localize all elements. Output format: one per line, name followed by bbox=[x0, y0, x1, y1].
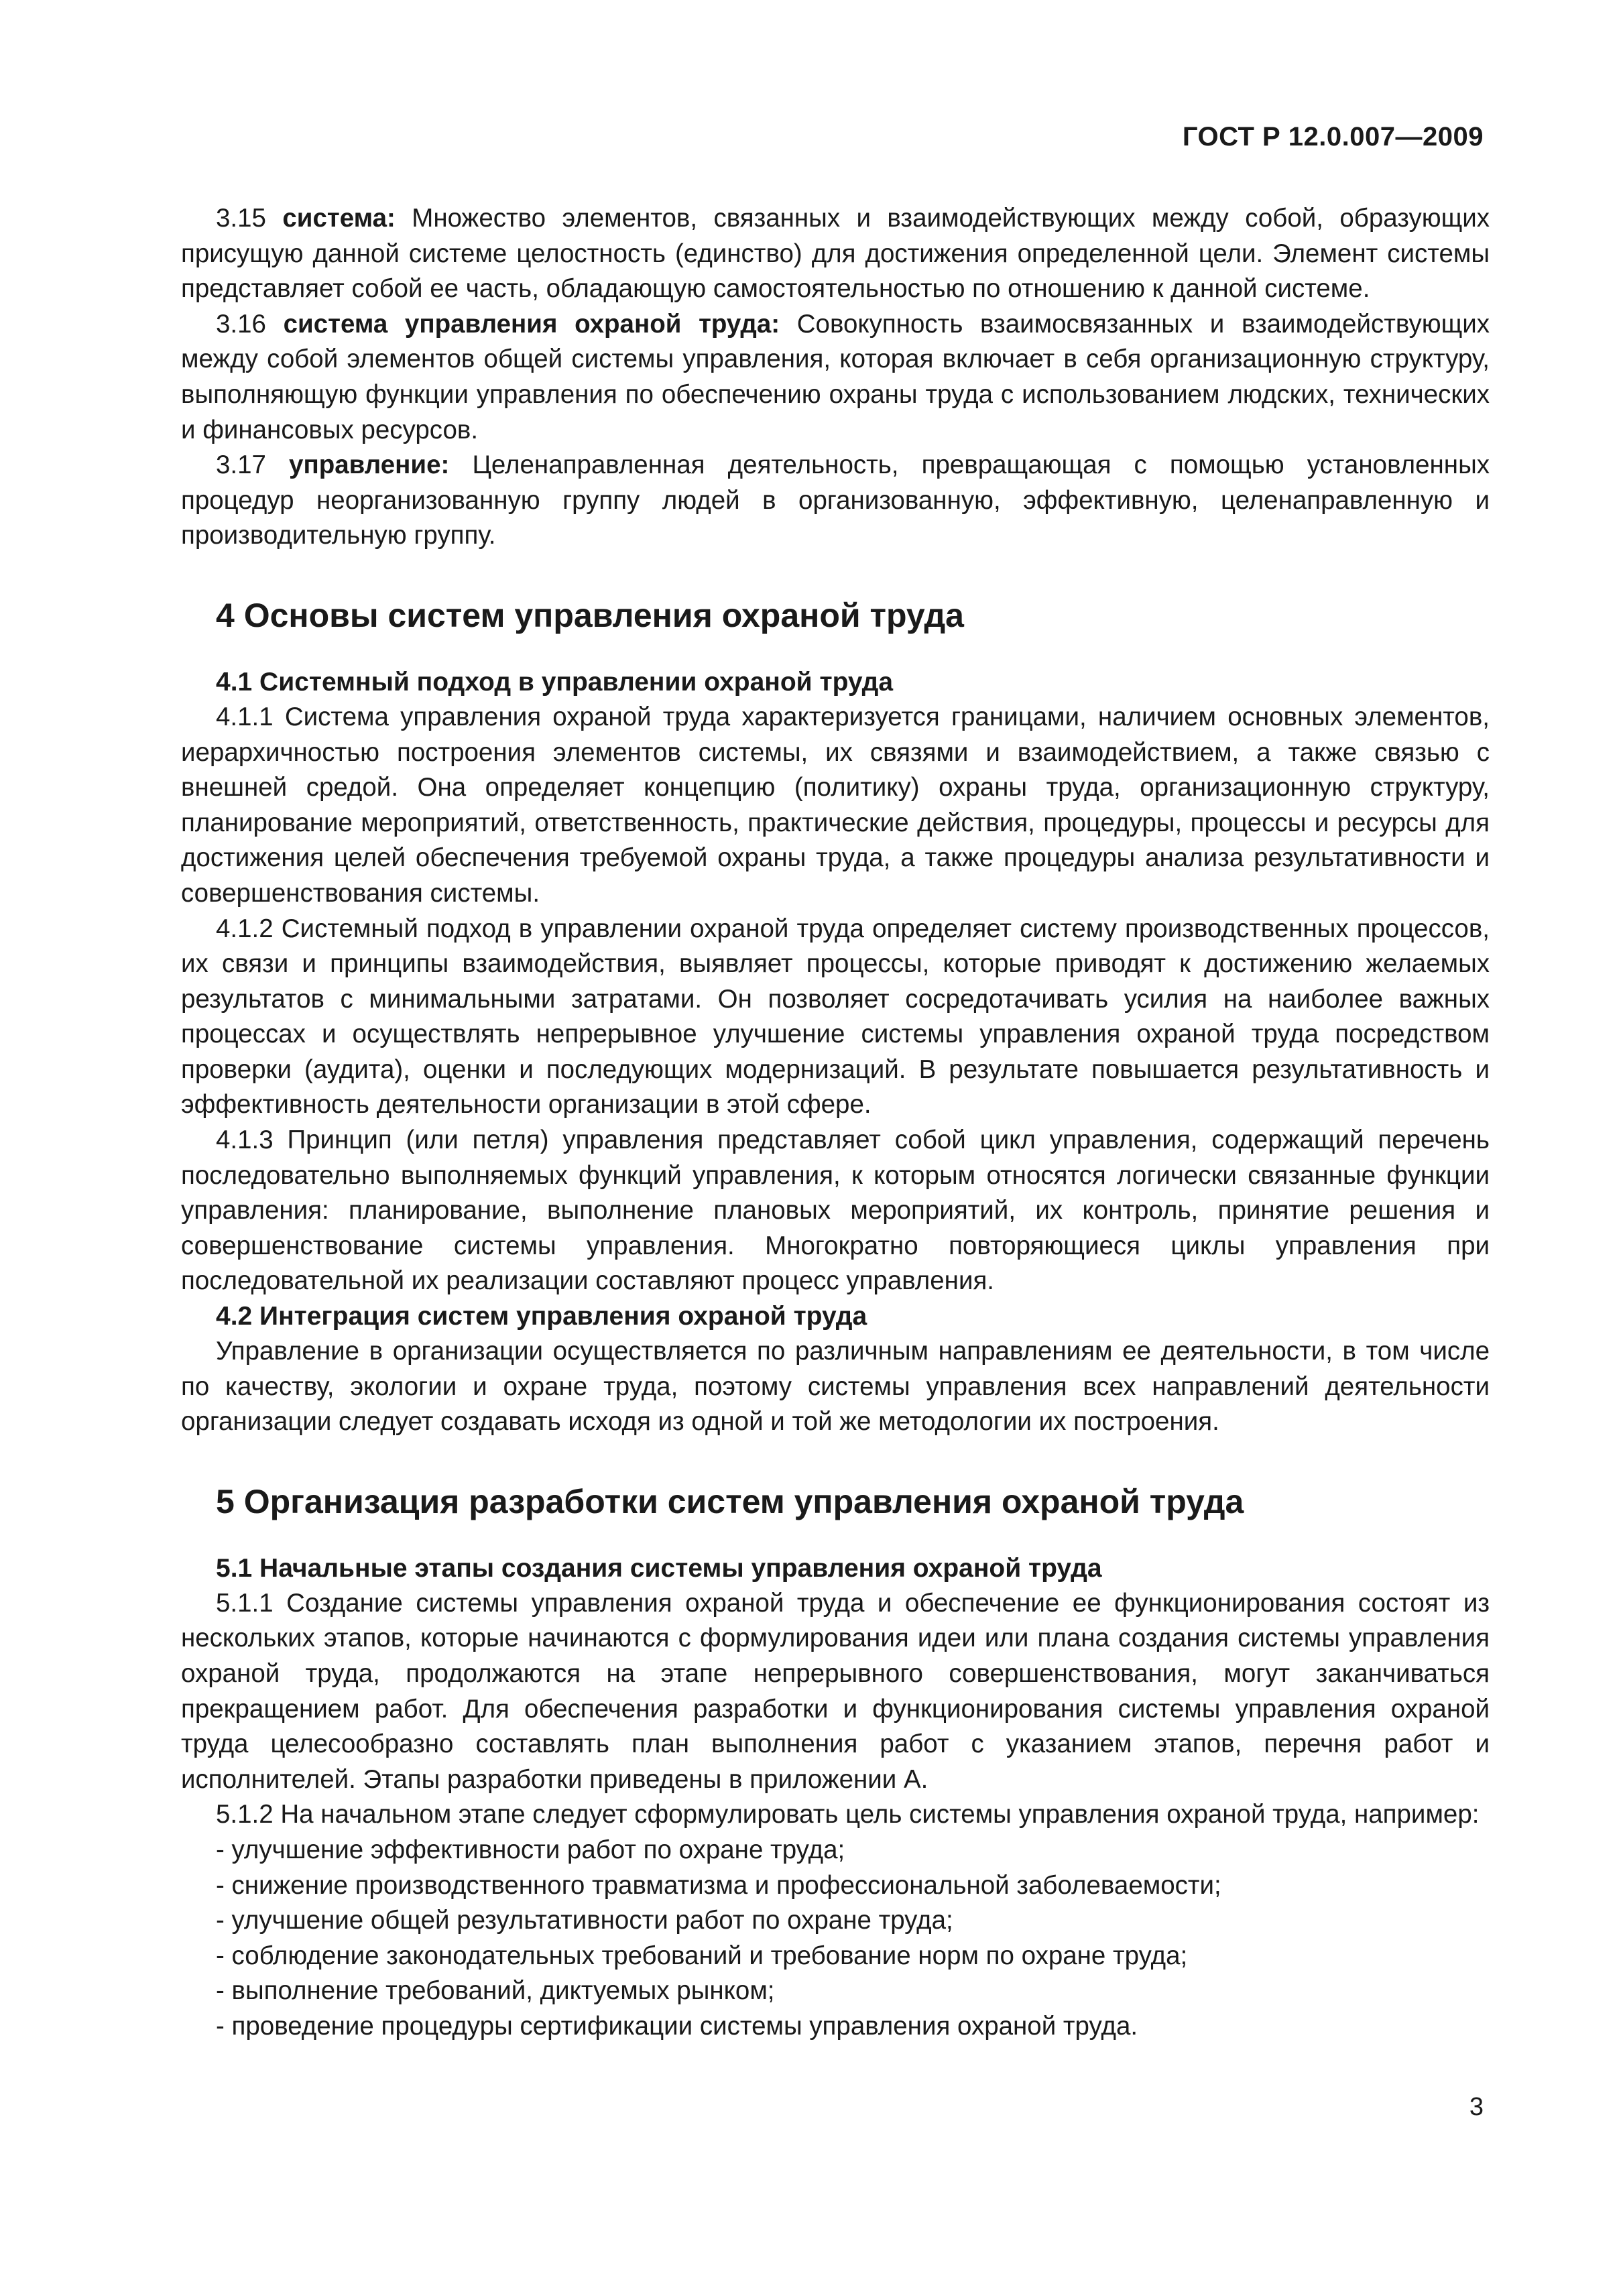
paragraph-4-1-3: 4.1.3 Принцип (или петля) управления представляет собой цикл управления, содержащий перечень последовательно выполняемых функций управления, к которым относятся логически связанные функции управления: планирование, выполнение плановых мероприятий, их контроль, принятие решения и совершенствование системы управления. Многократно повторяющиеся циклы управления при последовательной их реализации составляют процесс управления. bbox=[181, 1126, 1490, 1296]
subsection-4-2-title: 4.2 Интеграция систем управления охраной труда bbox=[216, 1302, 867, 1331]
subsection-4-1-title: 4.1 Системный подход в управлении охраной труда bbox=[216, 667, 894, 697]
paragraph-5-1-2: 5.1.2 На начальном этапе следует сформулировать цель системы управления охраной труда, например: bbox=[216, 1800, 1480, 1829]
paragraph-4-2: Управление в организации осуществляется по различным направлениям ее деятельности, в том числе по качеству, экологии и охране труда, поэтому системы управления всех направлений деятельности организации следует создавать исходя из одной и той же методологии их построения. bbox=[181, 1337, 1490, 1437]
list-item: - проведение процедуры сертификации системы управления охраной труда. bbox=[216, 2011, 1138, 2041]
subsection-5-1-title: 5.1 Начальные этапы создания системы управления охраной труда bbox=[216, 1553, 1102, 1583]
definition-number: 3.16 bbox=[216, 309, 266, 339]
list-item: - снижение производственного травматизма и профессиональной заболеваемости; bbox=[216, 1870, 1221, 1900]
definition-term: система управления охраной труда: bbox=[283, 309, 780, 339]
list-item: - соблюдение законодательных требований и требование норм по охране труда; bbox=[216, 1941, 1188, 1970]
definition-number: 3.17 bbox=[216, 450, 266, 480]
definition-text: Целенаправленная деятельность, превращающая с помощью установленных процедур неорганизованную группу людей в организованную, эффективную, целенаправленную и производительную группу. bbox=[181, 450, 1490, 550]
definition-3-16 bbox=[181, 307, 1490, 448]
document-body bbox=[181, 201, 1490, 2045]
section-4-title: 4 Основы систем управления охраной труда bbox=[216, 596, 964, 634]
goals-list bbox=[181, 1833, 1490, 2045]
definition-3-15 bbox=[181, 201, 1490, 307]
page-number: 3 bbox=[1469, 2093, 1484, 2121]
section-5-title: 5 Организация разработки систем управления охраной труда bbox=[216, 1482, 1244, 1520]
standard-header: ГОСТ Р 12.0.007—2009 bbox=[1182, 122, 1484, 152]
list-item: - улучшение общей результативности работ по охране труда; bbox=[216, 1906, 953, 1935]
list-item: - улучшение эффективности работ по охране труда; bbox=[216, 1835, 845, 1864]
paragraph-5-1-1: 5.1.1 Создание системы управления охраной труда и обеспечение ее функционирования состоят из нескольких этапов, которые начинаются с формулирования идеи или плана создания системы управления охраной труда, продолжаются на этапе непрерывного совершенствования, могут заканчиваться прекращением работ. Для обеспечения разработки и функционирования системы управления охраной труда целесообразно составлять план выполнения работ с указанием этапов, перечня работ и исполнителей. Этапы разработки приведены в приложении А. bbox=[181, 1588, 1490, 1794]
definition-number: 3.15 bbox=[216, 204, 266, 233]
paragraph-4-1-2: 4.1.2 Системный подход в управлении охраной труда определяет систему производственных процессов, их связи и принципы взаимодействия, выявляет процессы, которые приводят к достижению желаемых результатов с минимальными затратами. Он позволяет сосредотачивать усилия на наиболее важных процессах и осуществлять непрерывное улучшение системы управления охраной труда посредством проверки (аудита), оценки и последующих модернизаций. В результате повышается результативность и эффективность деятельности организации в этой сфере. bbox=[181, 914, 1490, 1120]
definition-text: Совокупность взаимосвязанных и взаимодействующих между собой элементов общей системы управления, которая включает в себя организационную структуру, выполняющую функции управления по обеспечению охраны труда с использованием людских, технических и финансовых ресурсов. bbox=[181, 309, 1490, 444]
list-item: - выполнение требований, диктуемых рынком; bbox=[216, 1976, 775, 2006]
paragraph-4-1-1: 4.1.1 Система управления охраной труда характеризуется границами, наличием основных элементов, иерархичностью построения элементов системы, их связями и взаимодействием, а также связью с внешней средой. Она определяет концепцию (политику) охраны труда, организационную структуру, планирование мероприятий, ответственность, практические действия, процедуры, процессы и ресурсы для достижения целей обеспечения требуемой охраны труда, а также процедуры анализа результативности и совершенствования системы. bbox=[181, 702, 1490, 908]
definition-text: Множество элементов, связанных и взаимодействующих между собой, образующих присущую данной системе целостность (единство) для достижения определенной цели. Элемент системы представляет собой ее часть, обладающую самостоятельностью по отношению к данной системе. bbox=[181, 204, 1490, 304]
definition-term: система: bbox=[282, 204, 396, 233]
definition-term: управление: bbox=[289, 450, 450, 480]
definition-3-17 bbox=[181, 448, 1490, 554]
